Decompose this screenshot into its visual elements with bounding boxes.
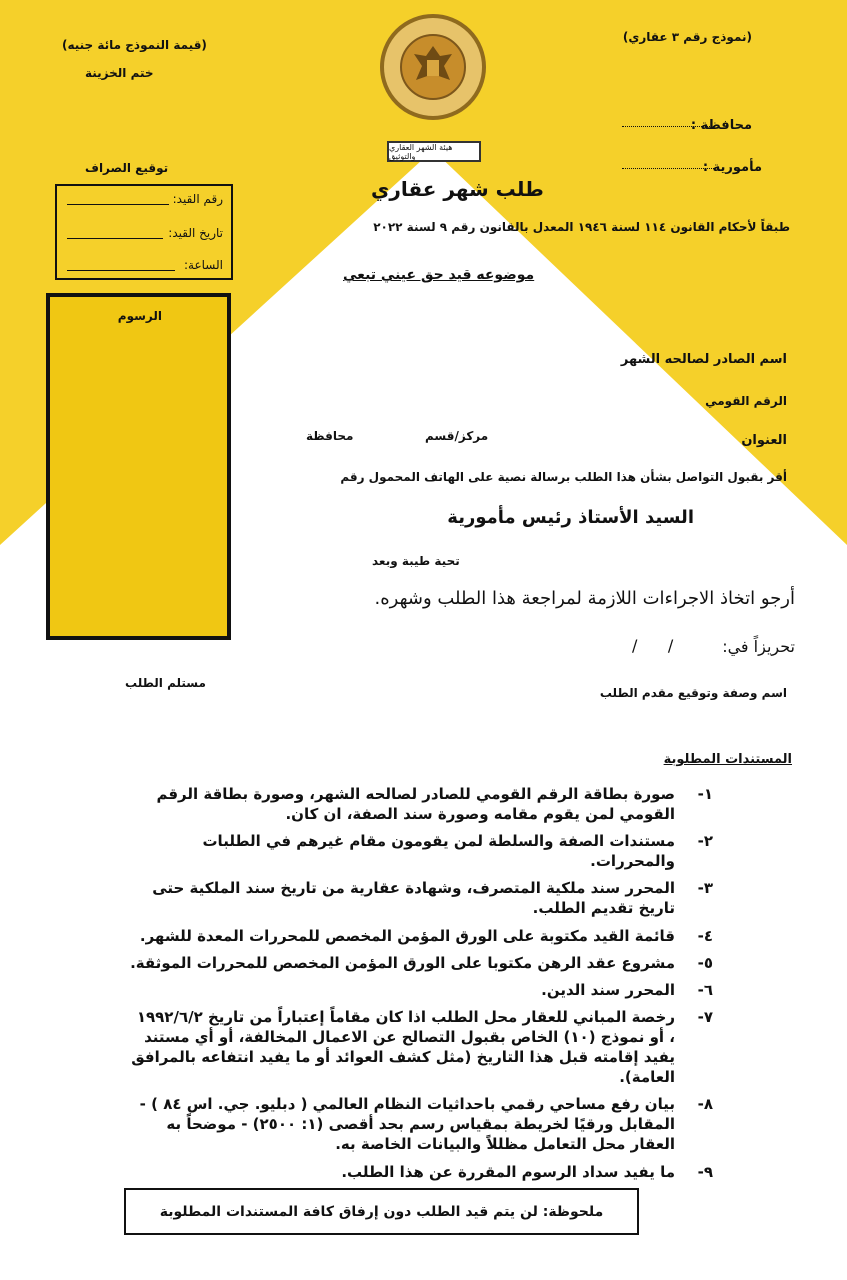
list-item-number: ٢-	[697, 832, 713, 851]
governorate-field[interactable]	[622, 126, 714, 127]
egypt-eagle-emblem-icon	[380, 14, 486, 120]
entry-number-label: رقم القيد:	[172, 192, 223, 206]
receipt-box	[55, 184, 233, 280]
national-id-label: الرقم القومي	[705, 394, 787, 408]
receiver-label: مستلم الطلب	[125, 676, 206, 690]
written-on-label: تحريزاً في:	[722, 637, 795, 656]
list-item-text: مشروع عقد الرهن مكتوبا على الورق المؤمن المخصص للمحررات الموثقة.	[130, 953, 675, 972]
list-item-number: ٤-	[697, 926, 713, 945]
markaz-qism-label: مركز/قسم	[425, 429, 489, 443]
list-item-number: ٧-	[697, 1007, 713, 1026]
date-field[interactable]: / /	[632, 636, 674, 655]
list-item-number: ٣-	[697, 879, 713, 898]
list-item-text: المحرر سند ملكية المتصرف، وشهادة عقارية من تاريخ سند الملكية حتى تاريخ تقديم الطلب.	[152, 879, 675, 918]
treasury-stamp-label: ختم الخزينة	[85, 66, 154, 80]
fees-box	[46, 293, 231, 640]
list-item	[128, 831, 713, 871]
office-label: مأمورية :	[702, 160, 762, 175]
list-item-text: مستندات الصفة والسلطة لمن يقومون مقام غيرهم في الطلبات والمحررات.	[202, 832, 675, 871]
list-item-number: ٩-	[697, 1162, 713, 1181]
list-item-text: المحرر سند الدين.	[541, 980, 675, 999]
form-number: (نموذج رقم ٣ عقاري)	[622, 30, 752, 44]
list-item-number: ٦-	[697, 980, 713, 999]
required-documents-list	[128, 784, 713, 1189]
entry-date-field[interactable]	[67, 238, 163, 239]
list-item-text: صورة بطاقة الرقم القومي للصادر لصالحه الشهر، وصورة بطاقة الرقم القومي لمن يقوم مقامه وصورة سند الصفة، ان كان.	[156, 785, 675, 824]
entry-number-field[interactable]	[67, 204, 169, 205]
form-value-note: (قيمة النموذج مائة جنيه)	[62, 38, 207, 52]
request-body: أرجو اتخاذ الاجراءات اللازمة لمراجعة هذا الطلب وشهره.	[374, 588, 795, 609]
list-item	[128, 1162, 713, 1182]
sms-consent-label: أقر بقبول التواصل بشأن هذا الطلب برسالة نصية على الهاتف المحمول رقم	[340, 470, 787, 484]
time-label: الساعة:	[184, 258, 223, 272]
list-item	[128, 1094, 713, 1154]
list-item-number: ١-	[697, 785, 713, 803]
governorate-label: محافظة :	[690, 118, 752, 133]
form-title: طلب شهر عقاري	[371, 177, 544, 201]
governorate-field-label: محافظة	[306, 429, 354, 443]
greeting: تحية طيبة وبعد	[372, 554, 460, 568]
requirements-note: ملحوظة: لن يتم قيد الطلب دون إرفاق كافة المستندات المطلوبة	[124, 1188, 639, 1235]
list-item-text: رخصة المباني للعقار محل الطلب اذا كان مقاماً إعتباراً من تاريخ ١٩٩٢/٦/٢ ، أو نموذج (١٠) الخاص بقبول التصالح عن الاعمال المخالفة، أو أي مستند يفيد إقامته قبل هذا التاريخ (مثل كشف العوائد أو ما يفيد انتفاعه بالمرافق العامة).	[131, 1007, 675, 1087]
office-field[interactable]	[622, 168, 714, 169]
list-item	[128, 878, 713, 918]
list-item-text: ما يفيد سداد الرسوم المقررة عن هذا الطلب.	[341, 1162, 675, 1181]
cashier-signature-label: توقيع الصراف	[85, 161, 169, 175]
fees-label: الرسوم	[117, 309, 162, 323]
time-field[interactable]	[67, 270, 175, 271]
required-documents-heading: المستندات المطلوبة	[663, 752, 792, 767]
seal-caption: هيئة الشهر العقاري والتوثيق	[387, 141, 481, 162]
applicant-signature-label: اسم وصفة وتوقيع مقدم الطلب	[599, 686, 787, 700]
form-legal-basis: طبقاً لأحكام القانون ١١٤ لسنة ١٩٤٦ المعدل بالقانون رقم ٩ لسنة ٢٠٢٢	[373, 220, 790, 234]
list-item	[128, 926, 713, 946]
list-item-number: ٨-	[697, 1095, 713, 1114]
list-item	[128, 784, 713, 824]
list-item-number: ٥-	[697, 953, 713, 972]
entry-date-label: تاريخ القيد:	[168, 226, 223, 240]
list-item	[128, 953, 713, 973]
address-label: العنوان	[741, 433, 787, 448]
list-item	[128, 980, 713, 1000]
list-item	[128, 1007, 713, 1087]
addressee: السيد الأستاذ رئيس مأمورية	[447, 507, 694, 528]
form-subject: موضوعه قيد حق عيني تبعي	[343, 267, 535, 283]
list-item-text: قائمة القيد مكتوبة على الورق المؤمن المخصص للمحررات المعدة للشهر.	[139, 926, 675, 945]
list-item-text: بيان رفع مساحي رقمي باحداثيات النظام العالمي ( دبليو. جي. اس ٨٤ ) - المقابل ورقيًا لخريطة بمقياس رسم بحد أقصى (١: ٢٥٠٠) - موضحاً به العقار محل التعامل مظللاً والبيانات الخاصة به.	[139, 1095, 675, 1154]
issuer-name-label: اسم الصادر لصالحه الشهر	[620, 352, 787, 367]
